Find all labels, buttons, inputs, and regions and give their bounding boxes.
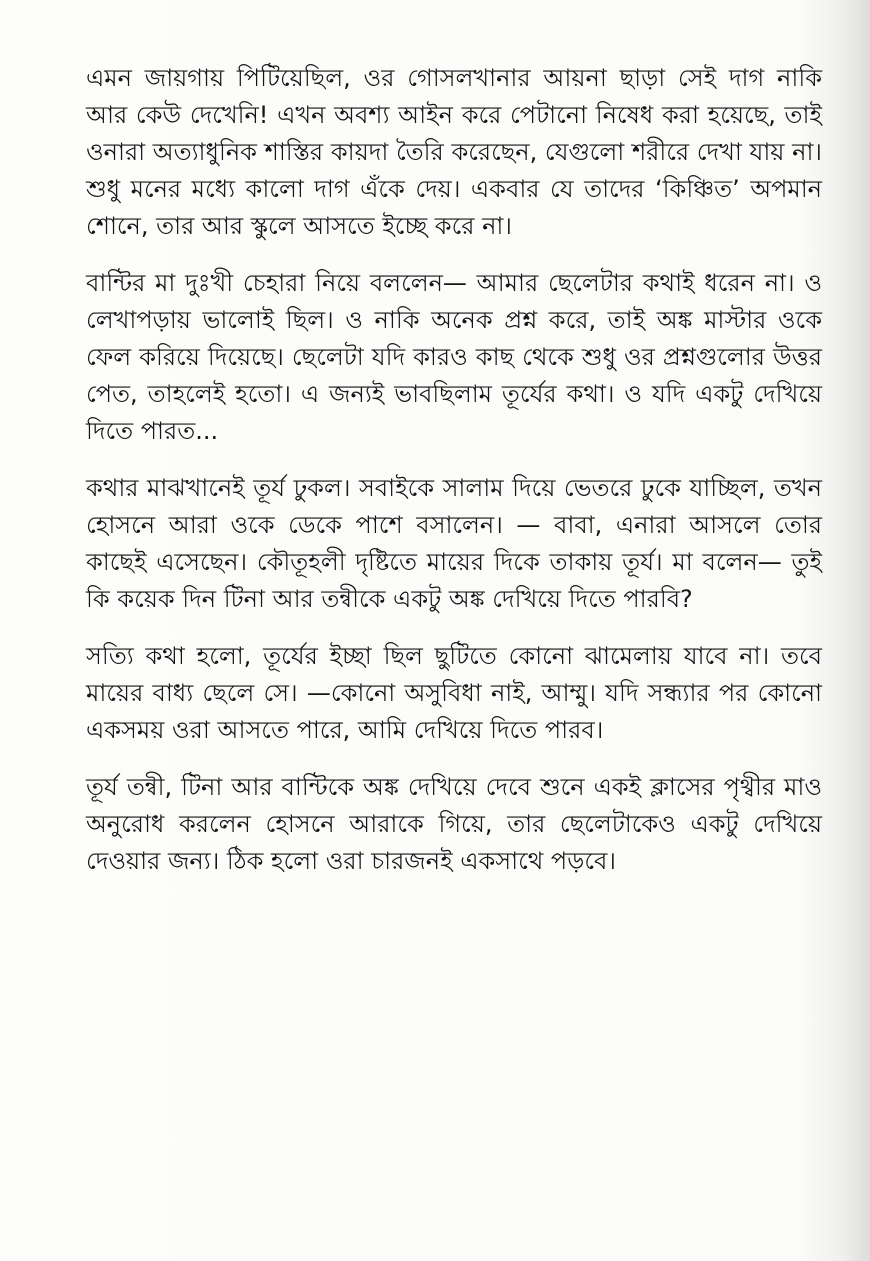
paragraph-1: এমন জায়গায় পিটিয়েছিল, ওর গোসলখানার আয়না ছাড়া সেই দাগ নাকি আর কেউ দেখেনি! এখন অবশ্য আইন করে পেটানো নিষেধ করা হয়েছে, তাই ওনারা অত্যাধুনিক শাস্তির কায়দা তৈরি করেছেন, যেগুলো শরীরে দেখা যায় না। শুধু মনের মধ্যে কালো দাগ এঁকে দেয়। একবার যে তাদের ‘কিঞ্চিত’ অপমান শোনে, তার আর স্কুলে আসতে ইচ্ছে করে না।	[86, 64, 822, 240]
page-text	[86, 60, 822, 900]
paragraph-4: সত্যি কথা হলো, তূর্যের ইচ্ছা ছিল ছুটিতে কোনো ঝামেলায় যাবে না। তবে মায়ের বাধ্য ছেলে সে। —কোনো অসুবিধা নাই, আম্মু। যদি সন্ধ্যার পর কোনো একসময় ওরা আসতে পারে, আমি দেখিয়ে দিতে পারব।	[86, 642, 822, 744]
paragraph-5: তূর্য তন্বী, টিনা আর বান্টিকে অঙ্ক দেখিয়ে দেবে শুনে একই ক্লাসের পৃথ্বীর মাও অনুরোধ করলেন হোসনে আরাকে গিয়ে, তার ছেলেটাকেও একটু দেখিয়ে দেওয়ার জন্য। ঠিক হলো ওরা চারজনই একসাথে পড়বে।	[86, 773, 822, 875]
paragraph-3: কথার মাঝখানেই তূর্য ঢুকল। সবাইকে সালাম দিয়ে ভেতরে ঢুকে যাচ্ছিল, তখন হোসনে আরা ওকে ডেকে পাশে বসালেন। — বাবা, এনারা আসলে তোর কাছেই এসেছেন। কৌতূহলী দৃষ্টিতে মায়ের দিকে তাকায় তূর্য। মা বলেন— তুই কি কয়েক দিন টিনা আর তন্বীকে একটু অঙ্ক দেখিয়ে দিতে পারবি?	[86, 474, 822, 613]
paragraph-2: বান্টির মা দুঃখী চেহারা নিয়ে বললেন— আমার ছেলেটার কথাই ধরেন না। ও লেখাপড়ায় ভালোই ছিল। ও নাকি অনেক প্রশ্ন করে, তাই অঙ্ক মাস্টার ওকে ফেল করিয়ে দিয়েছে। ছেলেটা যদি কারও কাছ থেকে শুধু ওর প্রশ্নগুলোর উত্তর পেত, তাহলেই হতো। এ জন্যই ভাবছিলাম তূর্যের কথা। ও যদি একটু দেখিয়ে দিতে পারত...	[86, 269, 822, 445]
